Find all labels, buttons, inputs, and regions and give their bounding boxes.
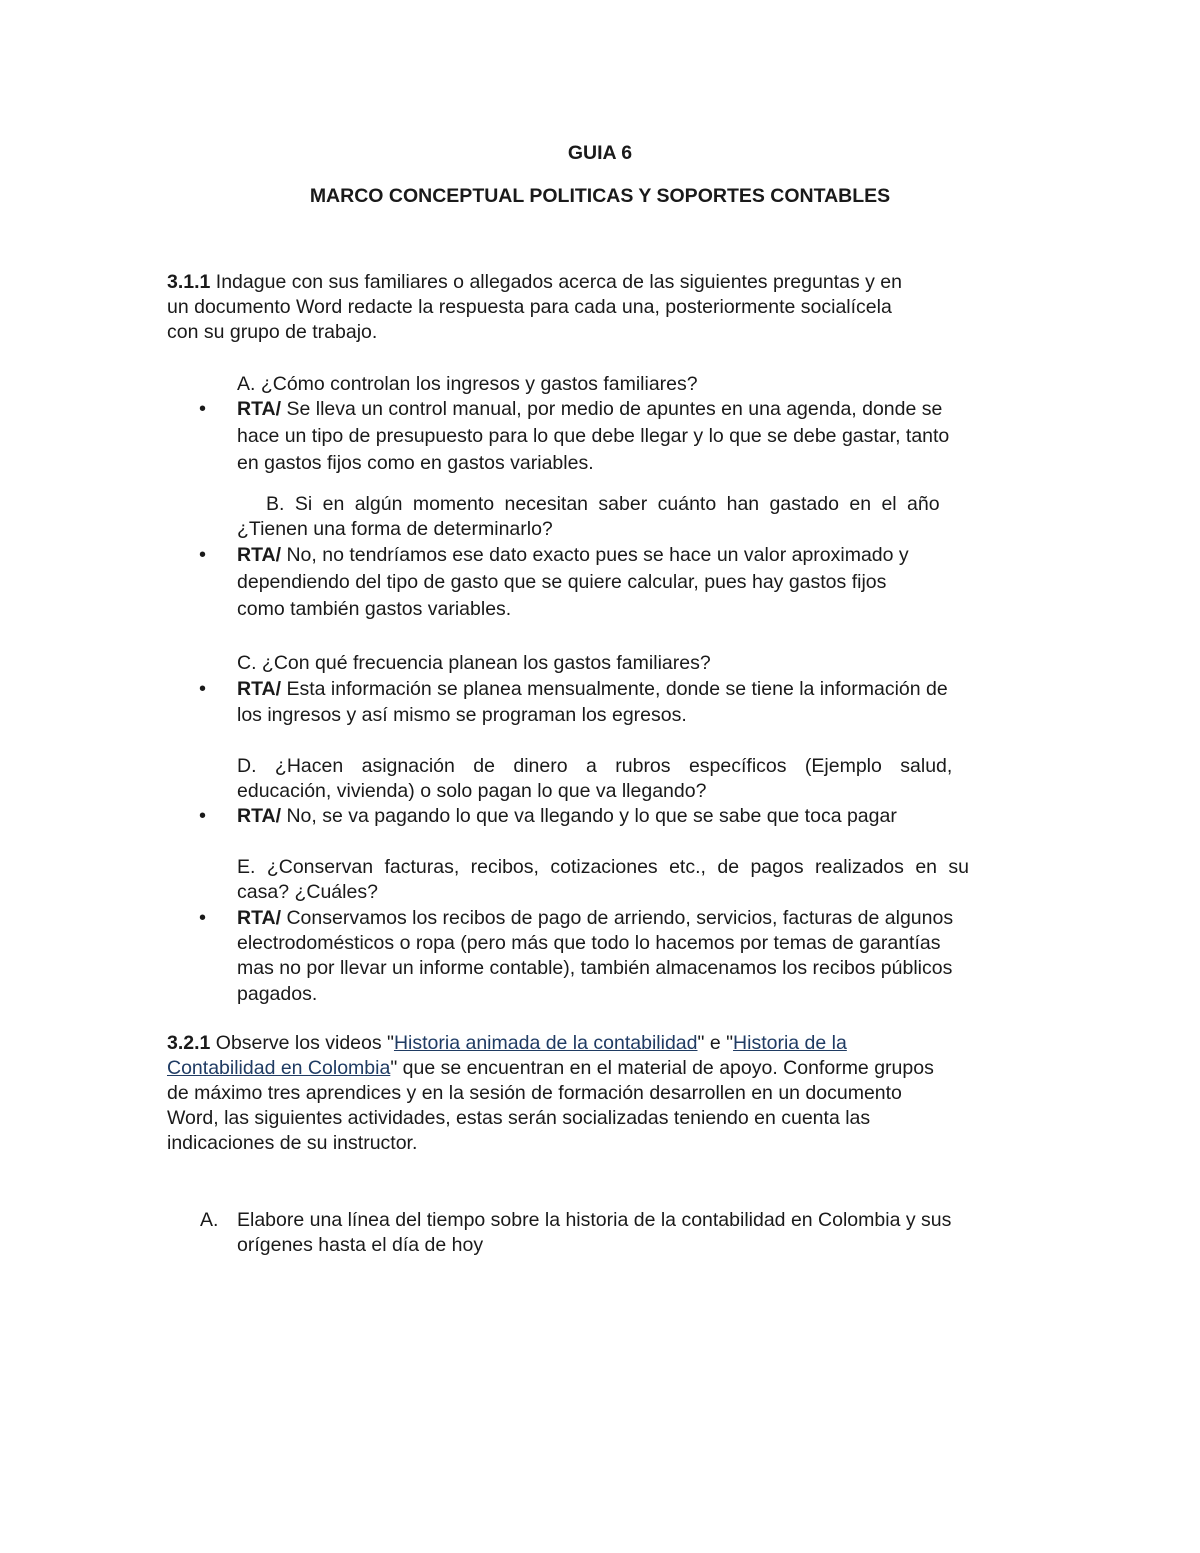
answer-c-line2: los ingresos y así mismo se programan los egresos. [237, 704, 687, 726]
answer-b-label: RTA/ [237, 544, 282, 566]
question-b-line2: ¿Tienen una forma de determinarlo? [237, 518, 553, 540]
answer-a-line3: en gastos fijos como en gastos variables. [237, 452, 594, 474]
activity-letter: A. [200, 1209, 219, 1231]
document-title: GUIA 6 [567, 142, 633, 164]
section1-line3: con su grupo de trabajo. [167, 321, 378, 343]
question-c: C. ¿Con qué frecuencia planean los gastos familiares? [237, 652, 711, 674]
answer-b-line1: RTA/ No, no tendríamos ese dato exacto pues se hace un valor aproximado y [237, 544, 909, 566]
activity-line1: Elabore una línea del tiempo sobre la historia de la contabilidad en Colombia y sus [237, 1209, 952, 1231]
bullet-icon: • [199, 907, 207, 929]
section2-line4: Word, las siguientes actividades, estas serán socializadas teniendo en cuenta las [167, 1107, 871, 1129]
answer-d-line1: RTA/ No, se va pagando lo que va llegando y lo que se sabe que toca pagar [237, 805, 897, 827]
question-b-line1: B. Si en algún momento necesitan saber cuánto han gastado en el año [266, 493, 940, 515]
answer-e-line1: RTA/ Conservamos los recibos de pago de arriendo, servicios, facturas de algunos [237, 907, 954, 929]
question-d-line1: D. ¿Hacen asignación de dinero a rubros específicos (Ejemplo salud, [237, 755, 953, 777]
section2-number: 3.2.1 [167, 1032, 211, 1054]
answer-c-line1: RTA/ Esta información se planea mensualmente, donde se tiene la información de [237, 678, 948, 700]
section2-line1: 3.2.1 Observe los videos "Historia animada de la contabilidad" e "Historia de la [167, 1032, 847, 1054]
answer-e-label: RTA/ [237, 907, 282, 929]
video-link-historia-colombia-cont[interactable]: Contabilidad en Colombia [167, 1057, 391, 1079]
answer-a-label: RTA/ [237, 398, 282, 420]
answer-a-line1: RTA/ Se lleva un control manual, por medio de apuntes en una agenda, donde se [237, 398, 943, 420]
question-e-line2: casa? ¿Cuáles? [237, 881, 378, 903]
bullet-icon: • [199, 805, 207, 827]
answer-b-line3: como también gastos variables. [237, 598, 512, 620]
section1-number: 3.1.1 [167, 271, 211, 293]
section2-line3: de máximo tres aprendices y en la sesión de formación desarrollen en un documento [167, 1082, 902, 1104]
answer-d-label: RTA/ [237, 805, 282, 827]
bullet-icon: • [199, 678, 207, 700]
bullet-icon: • [199, 398, 207, 420]
answer-c-label: RTA/ [237, 678, 282, 700]
section1-line2: un documento Word redacte la respuesta para cada una, posteriormente socialícela [167, 296, 892, 318]
answer-e-line3: mas no por llevar un informe contable), también almacenamos los recibos públicos [237, 957, 953, 979]
bullet-icon: • [199, 544, 207, 566]
answer-b-line2: dependiendo del tipo de gasto que se quiere calcular, pues hay gastos fijos [237, 571, 887, 593]
answer-a-line2: hace un tipo de presupuesto para lo que debe llegar y lo que se debe gastar, tanto [237, 425, 950, 447]
question-a: A. ¿Cómo controlan los ingresos y gastos familiares? [237, 373, 698, 395]
question-d-line2: educación, vivienda) o solo pagan lo que va llegando? [237, 780, 707, 802]
question-e-line1: E. ¿Conservan facturas, recibos, cotizaciones etc., de pagos realizados en su [237, 856, 970, 878]
section1-line1: 3.1.1 Indague con sus familiares o allegados acerca de las siguientes preguntas y en [167, 271, 902, 293]
section2-line5: indicaciones de su instructor. [167, 1132, 418, 1154]
video-link-historia-animada[interactable]: Historia animada de la contabilidad [393, 1032, 698, 1054]
activity-line2: orígenes hasta el día de hoy [237, 1234, 484, 1256]
answer-e-line4: pagados. [237, 983, 318, 1005]
video-link-historia-colombia[interactable]: Historia de la [733, 1032, 847, 1054]
section2-line2: Contabilidad en Colombia" que se encuentran en el material de apoyo. Conforme grupos [167, 1057, 934, 1079]
document-subtitle: MARCO CONCEPTUAL POLITICAS Y SOPORTES CONTABLES [309, 185, 891, 207]
answer-e-line2: electrodomésticos o ropa (pero más que todo lo hacemos por temas de garantías [237, 932, 941, 954]
